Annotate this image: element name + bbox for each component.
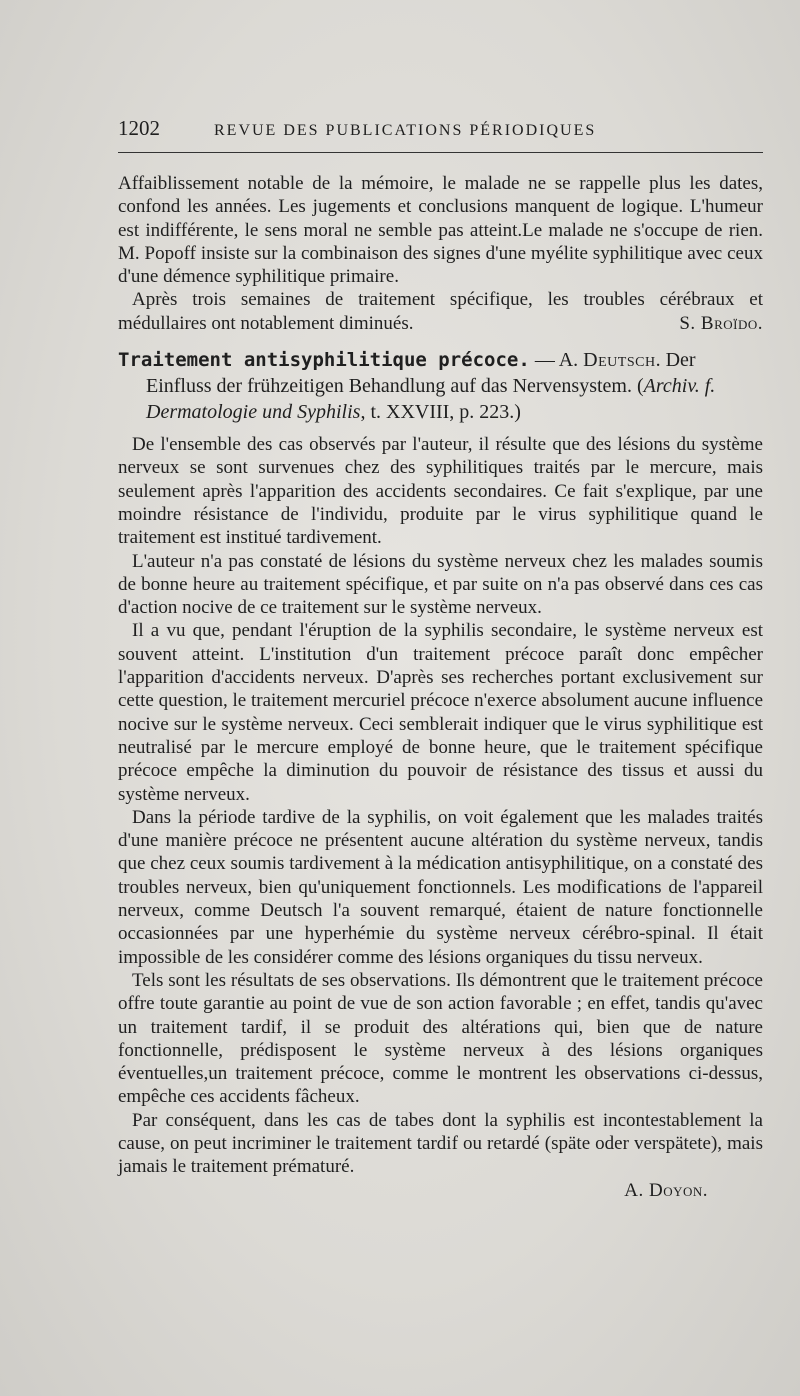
- article-signature: A. Doyon.: [624, 1179, 708, 1201]
- page-header: [118, 116, 763, 141]
- article-paragraph-2: L'auteur n'a pas constaté de lésions du système nerveux chez les malades soumis de bonne heure au traitement spécifique, et par suite on n'a pas observé dans ces cas d'action nocive de ce traitement sur le système nerveux.: [118, 550, 763, 619]
- entry-citation: , t. XXVIII, p. 223.): [360, 401, 521, 424]
- entry-heading: [118, 347, 763, 425]
- intro-paragraph-2: [118, 288, 763, 335]
- entry-dash: — A.: [529, 349, 584, 372]
- running-head: REVUE DES PUBLICATIONS PÉRIODIQUES: [214, 122, 597, 139]
- entry-author: Deutsch: [583, 349, 656, 372]
- page-number: 1202: [118, 116, 160, 140]
- page-body: [118, 172, 763, 1202]
- intro-paragraph-1: Affaiblissement notable de la mémoire, le malade ne se rappelle plus les dates, confond les années. Les jugements et conclusions manquent de logique. L'humeur est indifférente, le sens moral ne semble pas atteint.Le malade ne s'occupe de rien. M. Popoff insiste sur la combinaison des signes d'une myélite syphilitique avec ceux d'une démence syphilitique primaire.: [118, 173, 763, 288]
- header-rule: [118, 152, 763, 153]
- article-paragraph-3: Il a vu que, pendant l'éruption de la syphilis secondaire, le système nerveux est souvent atteint. L'institution d'un traitement précoce paraît donc empêcher l'apparition d'accidents nerveux. D'après ses recherches portant exclusivement sur cette question, le traitement mercuriel précoce n'exerce absolument aucune influence nocive sur le système nerveux. Ceci semblerait indiquer que le virus syphilitique est neutralisé par le mercure employé de bonne heure, que le traitement spécifique précoce empêche la diminution du pouvoir de résistance des tissus et aussi du système nerveux.: [118, 620, 763, 805]
- article-paragraph-4: Dans la période tardive de la syphilis, on voit également que les malades traités d'une manière précoce ne présentent aucune altération du système nerveux, tandis que chez ceux soumis tardivement à la médication antisyphilitique, on a constaté des troubles nerveux, bien qu'uniquement fonctionnels. Les modifications de l'appareil nerveux, comme Deutsch l'a souvent remarqué, étaient de nature fonctionnelle occasionnées par une hyperhémie du système nerveux cérébro-spinal. Il était impossible de les considérer comme des lésions organiques du tissu nerveux.: [118, 806, 763, 968]
- article-paragraph-1: De l'ensemble des cas observés par l'auteur, il résulte que des lésions du système nerveux se sont survenues chez des syphilitiques traités par le mercure, mais seulement après l'apparition des accidents secondaires. Ce fait s'explique, par une moindre résistance de l'individu, produite par le virus syphilitique quand le traitement est institué tardivement.: [118, 434, 763, 549]
- entry-journal: Archiv. f. Dermatologie und Syphilis: [146, 375, 716, 424]
- entry-rest: . Der Einfluss der frühzeitigen Behandlung auf das Nervensystem. (: [146, 349, 696, 398]
- entry-title: Traitement antisyphilitique précoce.: [118, 349, 530, 372]
- intro-signature: S. Broïdo.: [679, 312, 763, 334]
- intro-paragraph-2-text: Après trois semaines de traitement spécifique, les troubles cérébraux et médullaires ont notablement diminués.: [118, 289, 763, 334]
- article-paragraph-6: Par conséquent, dans les cas de tabes dont la syphilis est incontestablement la cause, on peut incriminer le traitement tardif ou retardé (späte oder verspätete), mais jamais le traitement prématuré.: [118, 1109, 763, 1178]
- article-paragraph-5: Tels sont les résultats de ses observations. Ils démontrent que le traitement précoce offre toute garantie au point de vue de son action favorable ; en effet, tandis qu'avec un traitement tardif, il se produit des altérations qui, bien que de nature fonctionnelle, prédisposent le système nerveux à des lésions organiques éventuelles,un traitement précoce, comme le montrent les observations ci-dessus, empêche ces accidents fâcheux.: [118, 969, 763, 1108]
